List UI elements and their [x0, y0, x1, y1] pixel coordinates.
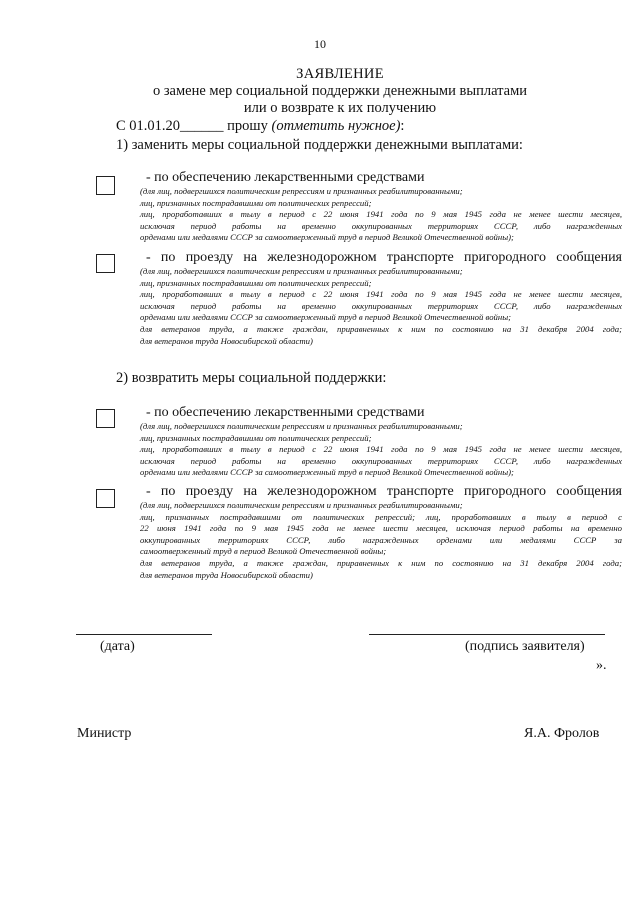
section-2-heading: 2) возвратить меры социальной поддержки: [116, 370, 387, 386]
option-return-medicines-details: (для лиц, подвергшихся политическим репрессиям и признанных реабилитированными; лиц, признанных пострадавшими от политических репрессий; лиц, проработавших в тылу в период с 22 июня 1941 года по 9 мая 1945 года не менее шести месяцев, исключая период работы на временно оккупированных территориях СССР, либо награжденных орденами или медалями СССР за самоотверженный труд в период Великой Отечественной войны); [140, 421, 622, 478]
checkbox-return-rail-travel[interactable] [96, 489, 115, 508]
closing-quote: ». [596, 658, 607, 673]
start-date-prefix: С 01.01.20______ прошу [116, 118, 272, 134]
start-date-line [116, 118, 404, 135]
minister-label: Министр [77, 726, 132, 741]
start-date-suffix: : [400, 118, 405, 134]
option-return-medicines-heading: - по обеспечению лекарственными средствами [146, 405, 425, 420]
signature-label: (подпись заявителя) [465, 639, 585, 654]
checkbox-replace-medicines[interactable] [96, 176, 115, 195]
checkbox-replace-rail-travel[interactable] [96, 254, 115, 273]
date-label: (дата) [100, 639, 135, 654]
document-subtitle-line-1: о замене мер социальной поддержки денежными выплатами [152, 83, 528, 99]
date-line[interactable] [76, 634, 212, 635]
start-date-note: (отметить нужное) [271, 118, 401, 134]
document-subtitle-line-2: или о возврате к их получению [243, 100, 437, 116]
checkbox-return-medicines[interactable] [96, 409, 115, 428]
option-return-rail-travel-heading: - по проезду на железнодорожном транспорте пригородного сообщения [146, 484, 622, 499]
option-replace-medicines-heading: - по обеспечению лекарственными средствами [146, 170, 425, 185]
document-title: ЗАЯВЛЕНИЕ [296, 66, 384, 82]
option-replace-medicines-details: (для лиц, подвергшихся политическим репрессиям и признанных реабилитированными; лиц, признанных пострадавшими от политических репрессий; лиц, проработавших в тылу в период с 22 июня 1941 года по 9 мая 1945 года не менее шести месяцев, исключая период работы на временно оккупированных территориях СССР, либо награжденных орденами или медалями СССР за самоотверженный труд в период Великой Отечественной войны); [140, 186, 622, 243]
page-number: 10 [314, 37, 326, 51]
signature-line[interactable] [369, 634, 605, 635]
option-return-rail-travel-details: (для лиц, подвергшихся политическим репрессиям и признанных реабилитированными; лиц, признанных пострадавшими от политических репрессий; лиц, проработавших в тылу в период с 22 июня 1941 года по 9 мая 1945 года не менее шести месяцев, исключая период работы на временно оккупированных территориях СССР, либо награжденных орденами или медалями СССР за самоотверженный труд в период Великой Отечественной войны; для ветеранов труда, а также граждан, приравненных к ним по состоянию на 31 декабря 2004 года; для ветеранов труда Новосибирской области) [140, 500, 622, 580]
option-replace-rail-travel-heading: - по проезду на железнодорожном транспорте пригородного сообщения [146, 250, 622, 265]
section-1-heading: 1) заменить меры социальной поддержки денежными выплатами: [116, 137, 523, 153]
minister-name: Я.А. Фролов [524, 726, 600, 741]
option-replace-rail-travel-details: (для лиц, подвергшихся политическим репрессиям и признанных реабилитированными; лиц, признанных пострадавшими от политических репрессий; лиц, проработавших в тылу в период с 22 июня 1941 года по 9 мая 1945 года не менее шести месяцев, исключая период работы на временно оккупированных территориях СССР, либо награжденных орденами или медалями СССР за самоотверженный труд в период Великой Отечественной войны; для ветеранов труда, а также граждан, приравненных к ним по состоянию на 31 декабря 2004 года; для ветеранов труда Новосибирской области) [140, 266, 622, 346]
